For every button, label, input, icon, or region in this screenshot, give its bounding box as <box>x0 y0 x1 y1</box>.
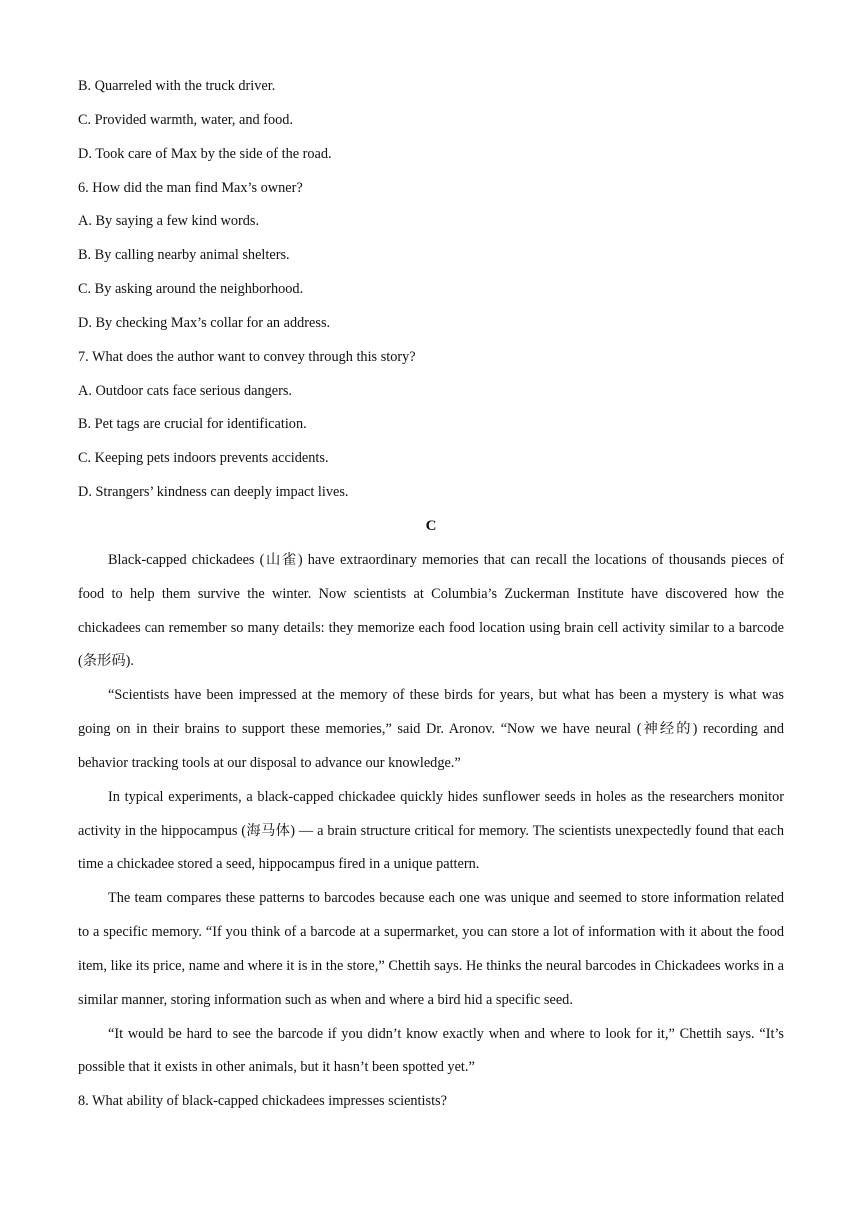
option-7b: B. Pet tags are crucial for identification. <box>78 416 307 433</box>
option-5b: B. Quarreled with the truck driver. <box>78 78 276 94</box>
question-6: 6. How did the man find Max’s owner? <box>78 179 303 196</box>
paragraph-2: “Scientists have been impressed at the memory of these birds for years, but what has been a mystery is what was going on in their brains to support these memories,” said Dr. Aronov. “Now we have neural (神经的) recording and behavior tracking tools at our disposal to advance our knowledge.” <box>78 687 784 771</box>
option-6d: D. By checking Max’s collar for an address. <box>78 314 331 331</box>
option-7c: C. Keeping pets indoors prevents accidents. <box>78 450 329 467</box>
option-7d: D. Strangers’ kindness can deeply impact lives. <box>78 484 349 501</box>
document-page <box>78 70 784 1119</box>
option-5d: D. Took care of Max by the side of the road. <box>78 145 332 162</box>
option-7a: A. Outdoor cats face serious dangers. <box>78 382 292 399</box>
section-title: C <box>425 517 437 534</box>
paragraph-3: In typical experiments, a black-capped chickadee quickly hides sunflower seeds in holes as the researchers monitor activity in the hippocampus (海马体) — a brain structure critical for memory. The scientists unexpectedly found that each time a chickadee stored a seed, hippocampus fired in a unique pattern. <box>78 788 784 873</box>
question-8: 8. What ability of black-capped chickadees impresses scientists? <box>78 1093 447 1110</box>
option-6a: A. By saying a few kind words. <box>78 213 260 230</box>
paragraph-4: The team compares these patterns to barcodes because each one was unique and seemed to store information related to a specific memory. “If you think of a barcode at a supermarket, you can store a lot of information with it about the food item, like its price, name and where it is in the store,” Chettih says. He thinks the neural barcodes in Chickadees works in a similar manner, storing information such as when and where a bird hid a specific seed. <box>78 890 784 1008</box>
question-7: 7. What does the author want to convey through this story? <box>78 348 416 365</box>
option-6b: B. By calling nearby animal shelters. <box>78 247 290 264</box>
option-5c: C. Provided warmth, water, and food. <box>78 111 294 128</box>
paragraph-1: Black-capped chickadees (山雀) have extraordinary memories that can recall the locations of thousands pieces of food to help them survive the winter. Now scientists at Columbia’s Zuckerman Institute have discovered how the chickadees can remember so many details: they memorize each food location using brain cell activity similar to a barcode (条形码). <box>78 551 784 670</box>
option-6c: C. By asking around the neighborhood. <box>78 281 304 298</box>
paragraph-5: “It would be hard to see the barcode if you didn’t know exactly when and where to look for it,” Chettih says. “It’s possible that it exists in other animals, but it hasn’t been spotted yet.” <box>78 1025 784 1076</box>
